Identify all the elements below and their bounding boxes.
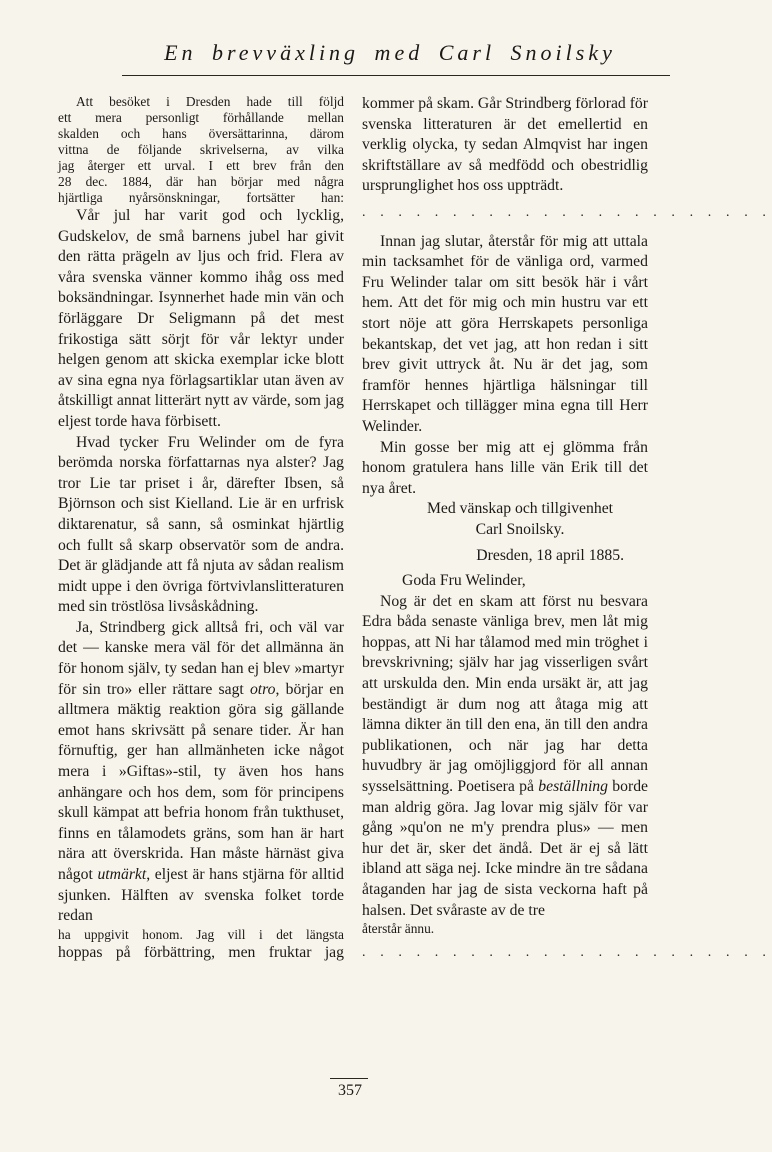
letter-paragraph: Vår jul har varit god och lycklig, Gudskelov, de små barnens jubel har givit den rätta prägeln av ljus och frid. Flera av våra svenska vänner kommo ihåg oss med boksändningar. Isynnerhet hade min vän och förläggare Dr Seligmann på det mest frikostiga sätt sörjt för vår lektyr under helgen genom att skicka exemplar icke blott av sina egna nya förlagsartiklar utan även av åtskilligt annat litterärt nytt av värde, som jag eljest torde hava förbisett. — [58, 207, 344, 430]
italic-word: otro — [249, 680, 276, 698]
italic-word: beställning — [538, 778, 608, 795]
closing-phrase: Med vänskap och tillgivenhet — [426, 500, 614, 518]
intro-paragraph — [58, 94, 344, 206]
intro-line: Att besöket i Dresden hade till följd — [76, 94, 344, 109]
letter-paragraph: Hvad tycker Fru Welinder om de fyra berömda norska författarnas nya alster? Jag tror Lie tar priset i år, därefter Ibsen, så Björnson och sist Kielland. Lie är en urfrisk diktarenatur, så sann, så osminkat hjärtlig och fullt så skarp observatör som de andra. Det är glädjande att få njuta av sådan realism midt uppe i den övriga förtvivlanslitteraturen med sin tröstlösa livsåskådning. — [58, 433, 344, 616]
letter-paragraph: kommer på skam. Går Strindberg förlorad för svenska litteraturen är det emellertid en verklig olycka, ty sedan Almqvist har ingen skriftställare av så medfödd och obestridlig ursprunglighet hos oss uppträdt. — [362, 95, 648, 195]
text-run: Nog är det en skam att först nu besvara Edra båda senaste vänliga brev, men låt mig hoppas, att Ni har tålamod med min tröghet i brevskrivning; själv har jag visserligen svårt att urskulda den. Min enda ursäkt är, att jag beständigt är dum nog att åtaga mig att lämna dikter än till den ena, än till den andra publikationen, och när jag har detta huvudbry är jag omöjliggjord för all annan sysselsättning. Poetisera på — [362, 592, 648, 795]
letter-line: hoppas på förbättring, men fruktar jag — [58, 943, 344, 961]
letter-paragraph — [58, 618, 344, 927]
intro-line: 28 dec. 1884, där han börjar med några — [58, 174, 344, 189]
signature: Carl Snoilsky. — [475, 520, 565, 538]
dateline: Dresden, 18 april 1885. — [476, 547, 624, 565]
header-rule — [122, 75, 670, 76]
footer-rule — [330, 1078, 368, 1079]
page-number: 357 — [338, 1082, 362, 1099]
intro-line: vittna de följande skrivelserna, av vilka — [58, 142, 344, 157]
small-line: ha uppgivit honom. Jag vill i det längsta — [58, 926, 344, 942]
intro-line: ett mera personligt förhållande mellan — [58, 110, 344, 125]
text-run: , eljest är hans stjärna för alltid sjunken. Hälften av svenska folket torde redan — [58, 866, 344, 925]
italic-word: utmärkt — [97, 866, 147, 883]
intro-line: hjärtliga nyårsönskningar, fortsätter han: — [58, 190, 344, 205]
left-column — [58, 94, 344, 963]
text-run: borde man aldrig göra. Jag lovar mig själv för var gång »qu'on ne m'y prendra plus» — men hur det är, sker det ändå. Det är ej så lätt ibland att säga nej. Icke mindre än tre sådana åtaganden har jag de sista veckorna haft på halsen. Det svåraste av de tre — [362, 778, 649, 919]
ellipsis-divider: . . . . . . . . . . . . . . . . . . . . . . . — [362, 204, 772, 220]
letter-paragraph: Min gosse ber mig att ej glömma från honom gratulera hans lille vän Erik till det nya året. — [362, 438, 648, 497]
intro-line: jag återger ett urval. I ett brev från den — [58, 158, 344, 173]
intro-line: skalden och hans översättarinna, därom — [58, 126, 344, 141]
letter-paragraph: Innan jag slutar, återstår för mig att uttala min tacksamhet för de vänliga ord, varmed Fru Welinder talar om sitt besök här i vårt hem. Att det för mig och min hustru var ett stort nöje att göra Herrskapets personliga bekantskap, det vet jag, att hon redan i sitt brev givit uttryck åt. Nu är det jag, som framför hennes hjärtliga hälsningar till Herrskapet och tillägger mina egna till Herr Welinder. — [362, 232, 648, 435]
text-run: Ja, Strindberg gick alltså fri, och väl var det — kanske mera väl för det allmänna än för honom själv, ty sedan han ej blev »martyr för sin tro» eller rättare sagt — [58, 618, 344, 698]
right-column — [362, 94, 772, 972]
running-title: En brevväxling med Carl Snoilsky — [164, 40, 616, 65]
letter-paragraph — [362, 592, 648, 922]
greeting: Goda Fru Welinder, — [402, 572, 526, 590]
text-run: , börjar en alltmera mäktig reaktion göra sig gällande emot hans skrivsätt på senare tider. Är han förnuftig, ger han allmänheten icke något mera i »Giftas»-stil, ty även hos hans anhängare och hos dem, som för principens skull kämpat att befria honom från tukthuset, finns en tålamodets gräns, som han är hart nära att överskrida. Han måste härnäst giva något — [58, 680, 345, 883]
small-line: återstår ännu. — [362, 921, 435, 937]
ellipsis-divider: . . . . . . . . . . . . . . . . . . . . . . . — [362, 945, 772, 961]
